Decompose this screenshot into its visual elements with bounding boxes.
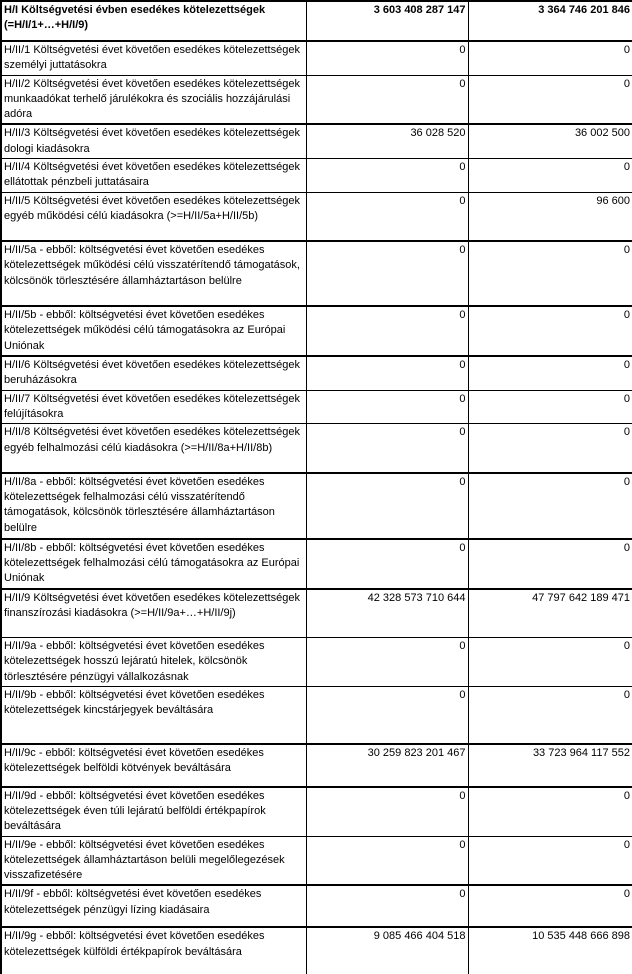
table-row xyxy=(1,192,632,241)
row-value-col1: 0 xyxy=(306,473,468,539)
row-value-col1: 0 xyxy=(306,836,468,885)
row-value-col2: 0 xyxy=(468,424,632,473)
table-row xyxy=(1,836,632,885)
row-value-col1: 3 603 408 287 147 xyxy=(306,1,468,41)
table-row xyxy=(1,589,632,638)
row-label: H/II/6 Költségvetési évet követően esedékes kötelezettségek beruházásokra xyxy=(1,356,306,390)
row-label: H/II/8 Költségvetési évet követően esedékes kötelezettségek egyéb felhalmozási célú kiadásokra (>=H/II/8a+H/II/8b) xyxy=(1,424,306,473)
row-value-col1: 0 xyxy=(306,75,468,124)
table-row xyxy=(1,744,632,787)
row-label: H/II/9a - ebből: költségvetési évet követően esedékes kötelezettségek hosszú lejáratú hitelek, kölcsönök törlesztésére pénzügyi vállalkozásnak xyxy=(1,638,306,687)
row-value-col1: 0 xyxy=(306,356,468,390)
row-value-col1: 36 028 520 xyxy=(306,124,468,158)
row-label: H/II/5b - ebből: költségvetési évet követően esedékes kötelezettségek működési célú támogatásokra az Európai Uniónak xyxy=(1,306,306,356)
table-row xyxy=(1,356,632,390)
row-value-col2: 0 xyxy=(468,836,632,885)
row-value-col2: 0 xyxy=(468,356,632,390)
row-value-col1: 0 xyxy=(306,306,468,356)
row-value-col2: 10 535 448 666 898 xyxy=(468,927,632,974)
row-value-col1: 0 xyxy=(306,424,468,473)
table-row xyxy=(1,124,632,158)
row-value-col1: 0 xyxy=(306,539,468,589)
row-value-col2: 33 723 964 117 552 xyxy=(468,744,632,787)
row-value-col2: 0 xyxy=(468,473,632,539)
row-label: H/II/9b - ebből: költségvetési évet követően esedékes kötelezettségek kincstárjegyek beváltására xyxy=(1,687,306,744)
row-label: H/II/9d - ebből: költségvetési évet követően esedékes kötelezettségek éven túli lejáratú belföldi értékpapírok beváltására xyxy=(1,787,306,836)
row-value-col2: 47 797 642 189 471 xyxy=(468,589,632,638)
row-value-col1: 0 xyxy=(306,41,468,75)
row-label: H/II/9 Költségvetési évet követően esedékes kötelezettségek finanszírozási kiadásokra (>=H/II/9a+…+H/II/9j) xyxy=(1,589,306,638)
row-value-col2: 0 xyxy=(468,390,632,424)
table-row xyxy=(1,306,632,356)
row-label: H/II/8b - ebből: költségvetési évet követően esedékes kötelezettségek felhalmozási célú támogatásokra az Európai Uniónak xyxy=(1,539,306,589)
table-row xyxy=(1,41,632,75)
row-value-col1: 0 xyxy=(306,192,468,241)
table-row xyxy=(1,885,632,927)
row-value-col1: 9 085 466 404 518 xyxy=(306,927,468,974)
row-value-col2: 0 xyxy=(468,159,632,193)
table-row xyxy=(1,75,632,124)
row-value-col2: 0 xyxy=(468,687,632,744)
table-row xyxy=(1,638,632,687)
row-label: H/II/8a - ebből: költségvetési évet követően esedékes kötelezettségek felhalmozási célú visszatérítendő támogatások, kölcsönök törlesztésére államháztartáson belülre xyxy=(1,473,306,539)
row-value-col2: 0 xyxy=(468,638,632,687)
table-row xyxy=(1,927,632,974)
table-row xyxy=(1,539,632,589)
row-value-col1: 0 xyxy=(306,159,468,193)
table-row xyxy=(1,241,632,306)
row-label: H/I Költségvetési évben esedékes kötelezettségek (=H/I/1+…+H/I/9) xyxy=(1,1,306,41)
row-label: H/II/9f - ebből: költségvetési évet követően esedékes kötelezettségek pénzügyi lízing kiadásaira xyxy=(1,885,306,927)
row-value-col1: 42 328 573 710 644 xyxy=(306,589,468,638)
row-label: H/II/9c - ebből: költségvetési évet követően esedékes kötelezettségek belföldi kötvények beváltására xyxy=(1,744,306,787)
row-label: H/II/2 Költségvetési évet követően esedékes kötelezettségek munkaadókat terhelő járulékokra és szociális hozzájárulási adóra xyxy=(1,75,306,124)
row-value-col1: 30 259 823 201 467 xyxy=(306,744,468,787)
table-row xyxy=(1,687,632,744)
row-label: H/II/9e - ebből: költségvetési évet követően esedékes kötelezettségek államháztartáson belüli megelőlegezések visszafizetésére xyxy=(1,836,306,885)
row-value-col2: 0 xyxy=(468,306,632,356)
row-value-col2: 36 002 500 xyxy=(468,124,632,158)
row-label: H/II/3 Költségvetési évet követően esedékes kötelezettségek dologi kiadásokra xyxy=(1,124,306,158)
row-value-col1: 0 xyxy=(306,787,468,836)
row-value-col1: 0 xyxy=(306,885,468,927)
table-row xyxy=(1,424,632,473)
row-value-col2: 0 xyxy=(468,75,632,124)
row-label: H/II/1 Költségvetési évet követően esedékes kötelezettségek személyi juttatásokra xyxy=(1,41,306,75)
row-value-col2: 0 xyxy=(468,241,632,306)
row-label: H/II/7 Költségvetési évet követően esedékes kötelezettségek felújításokra xyxy=(1,390,306,424)
row-label: H/II/5a - ebből: költségvetési évet követően esedékes kötelezettségek működési célú visszatérítendő támogatások, kölcsönök törlesztésére államháztartáson belülre xyxy=(1,241,306,306)
liabilities-table-body xyxy=(1,1,632,974)
row-label: H/II/9g - ebből: költségvetési évet követően esedékes kötelezettségek külföldi értékpapírok beváltására xyxy=(1,927,306,974)
row-value-col2: 96 600 xyxy=(468,192,632,241)
row-value-col2: 0 xyxy=(468,41,632,75)
row-value-col1: 0 xyxy=(306,241,468,306)
table-row xyxy=(1,159,632,193)
row-value-col1: 0 xyxy=(306,687,468,744)
table-row xyxy=(1,390,632,424)
row-value-col2: 0 xyxy=(468,787,632,836)
row-label: H/II/4 Költségvetési évet követően esedékes kötelezettségek ellátottak pénzbeli juttatásaira xyxy=(1,159,306,193)
row-value-col2: 3 364 746 201 846 xyxy=(468,1,632,41)
table-row xyxy=(1,1,632,41)
row-label: H/II/5 Költségvetési évet követően esedékes kötelezettségek egyéb működési célú kiadásokra (>=H/II/5a+H/II/5b) xyxy=(1,192,306,241)
row-value-col2: 0 xyxy=(468,539,632,589)
row-value-col1: 0 xyxy=(306,390,468,424)
row-value-col2: 0 xyxy=(468,885,632,927)
table-row xyxy=(1,473,632,539)
row-value-col1: 0 xyxy=(306,638,468,687)
table-row xyxy=(1,787,632,836)
